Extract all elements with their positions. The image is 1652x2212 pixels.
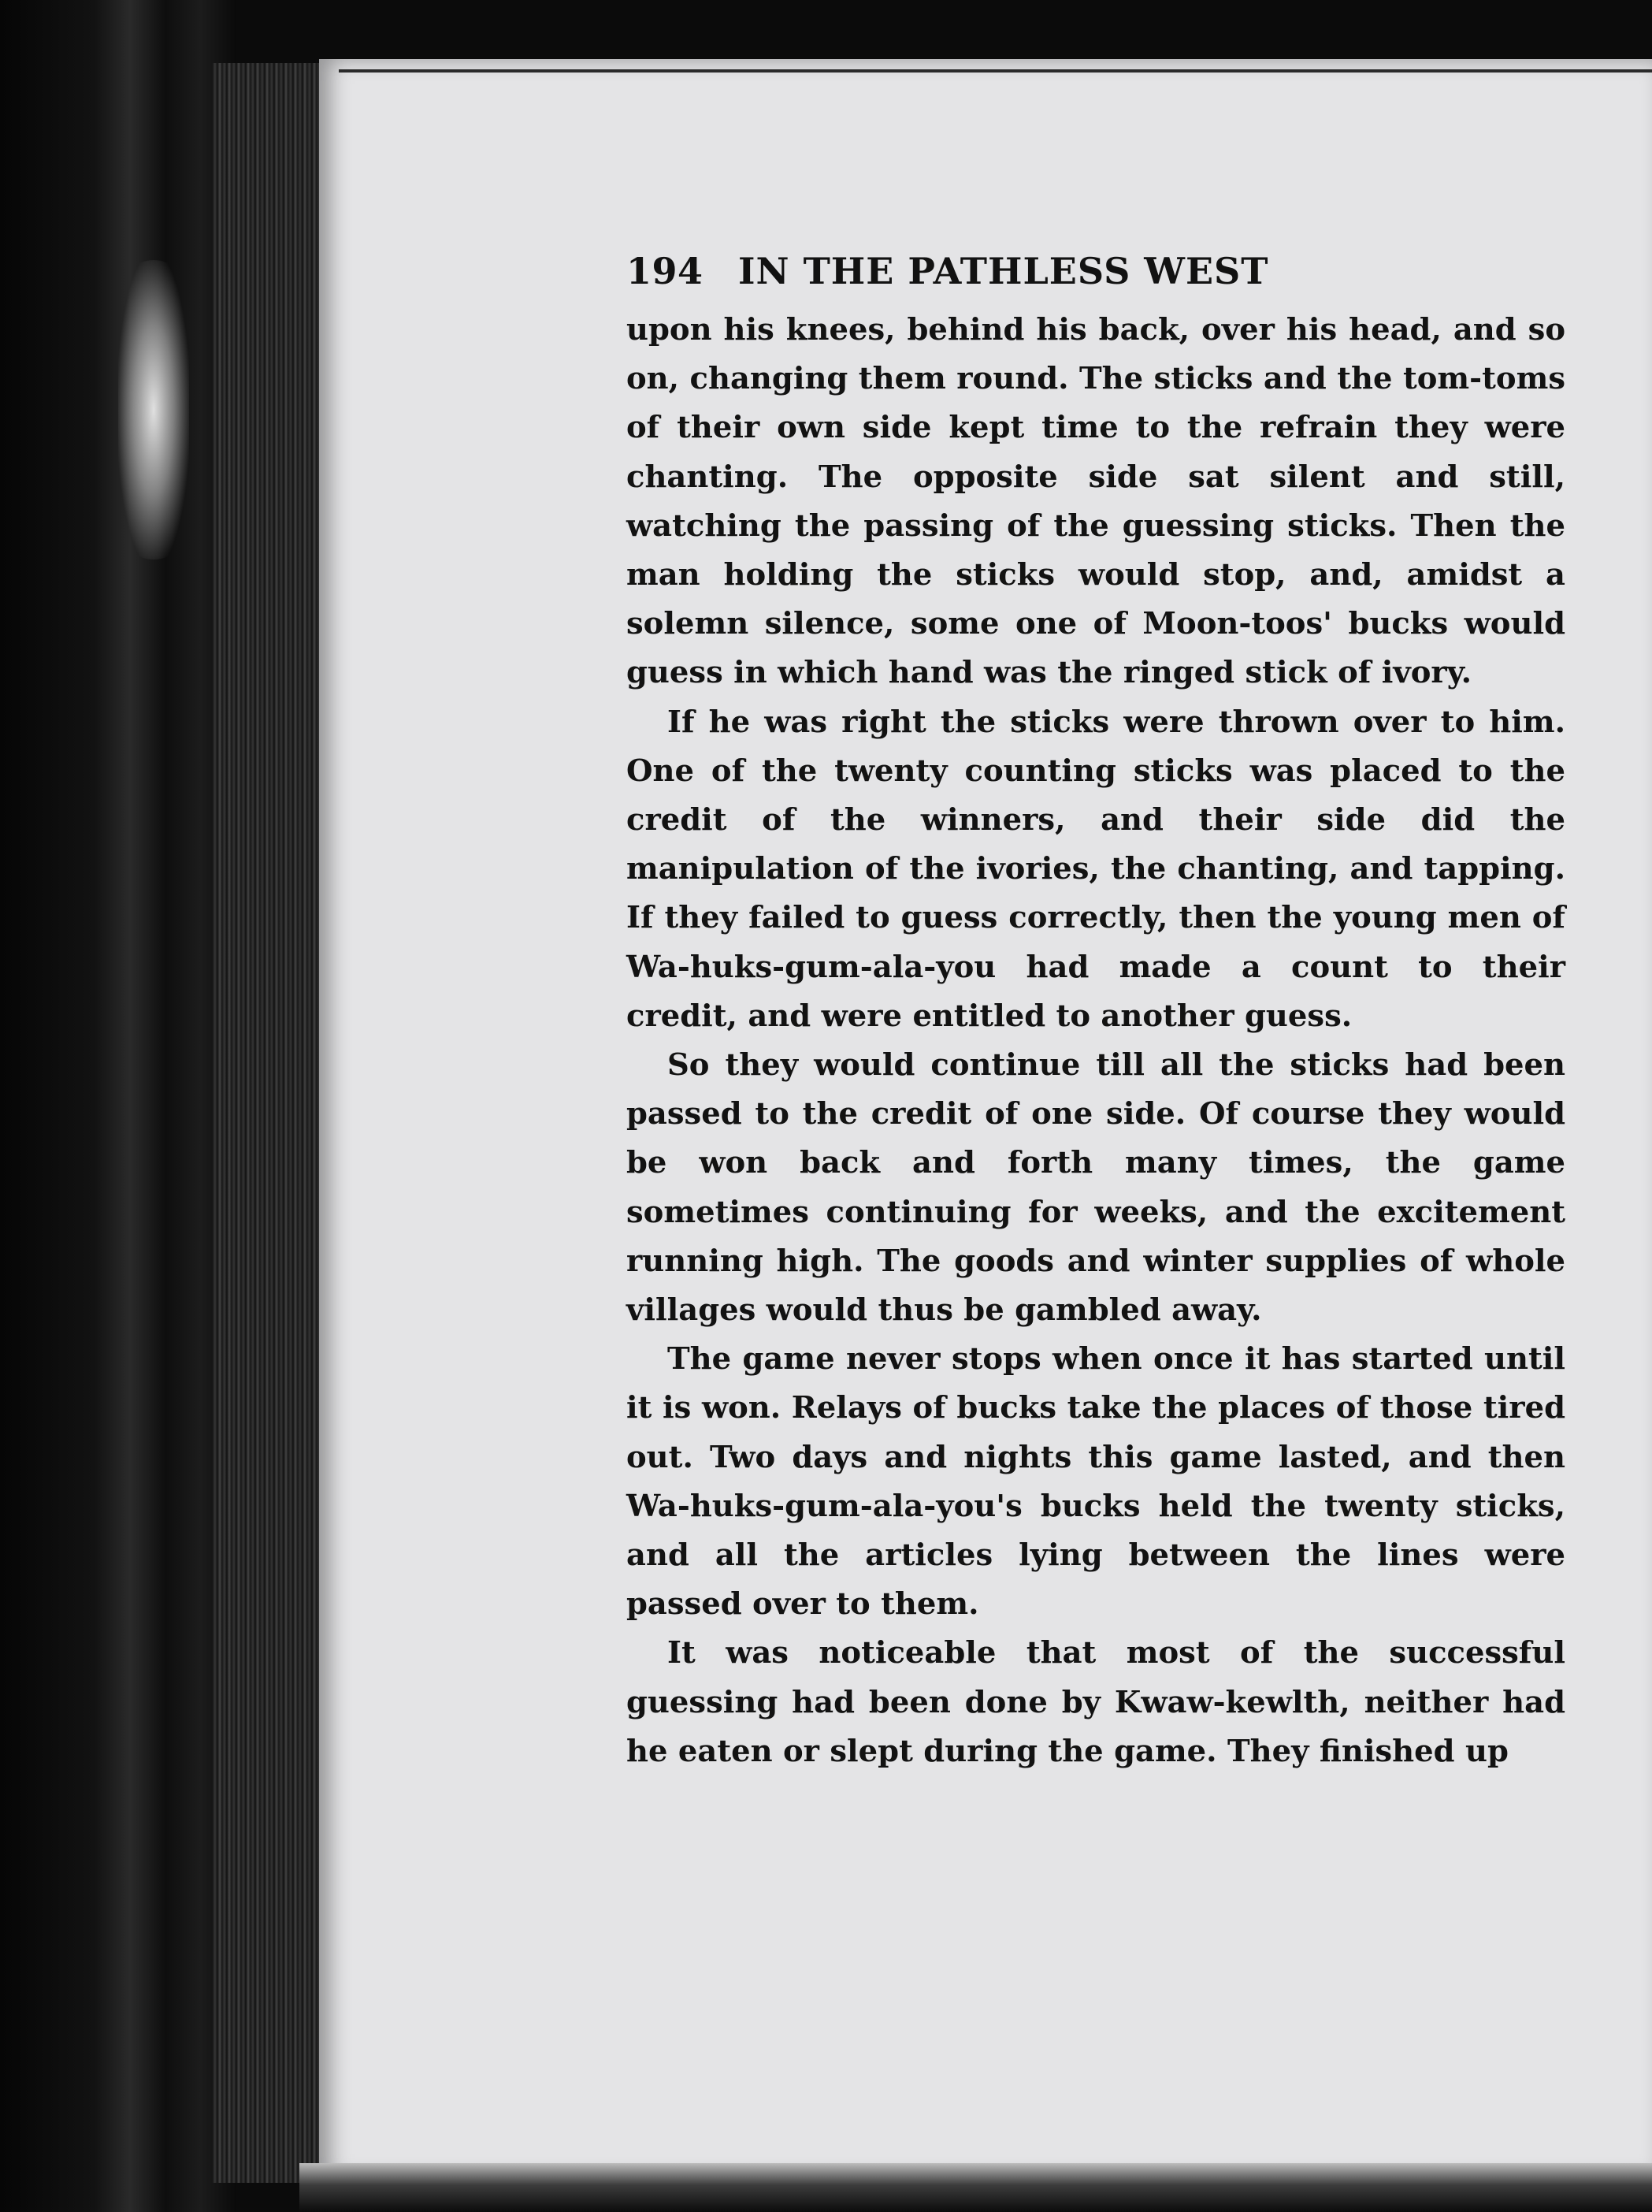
page-edges: [213, 63, 331, 2183]
spine-glare: [118, 260, 189, 560]
paragraph: It was noticeable that most of the successful guessing had been done by Kwaw-kewlth, neither had he eaten or slept during the game. They finished up: [626, 1635, 1565, 1769]
running-title: IN THE PATHLESS WEST: [738, 250, 1269, 292]
paragraph: upon his knees, behind his back, over his head, and so on, changing them round. The sticks and the tom-toms of their own side kept time to the refrain they were chanting. The opposite side sat silent and still, watching the passing of the guessing sticks. Then the man holding the sticks would stop, and, amidst a solemn silence, some one of Moon-toos' bucks would guess in which hand was the ringed stick of ivory.: [626, 312, 1565, 691]
page-top-edge: [339, 69, 1652, 72]
page-number: 194: [626, 250, 703, 292]
page-bottom-edge: [299, 2163, 1652, 2212]
paragraph: So they would continue till all the sticks had been passed to the credit of one side. Of course they would be won back and forth many times, the game sometimes continuing for weeks, and the excitement running high. The goods and winter supplies of whole villages would thus be gambled away.: [626, 1047, 1565, 1329]
paragraph: If he was right the sticks were thrown over to him. One of the twenty counting sticks was placed to the credit of the winners, and their side did the manipulation of the ivories, the chanting, and tapping. If they failed to guess correctly, then the young men of Wa-huks-gum-ala-you had made a count to their credit, and were entitled to another guess.: [626, 704, 1565, 1034]
page-text: [626, 246, 1565, 1776]
paragraph: The game never stops when once it has started until it is won. Relays of bucks take the places of those tired out. Two days and nights this game lasted, and then Wa-huks-gum-ala-you's bucks held the twenty sticks, and all the articles lying between the lines were passed over to them.: [626, 1341, 1565, 1623]
running-header: [626, 246, 1565, 306]
